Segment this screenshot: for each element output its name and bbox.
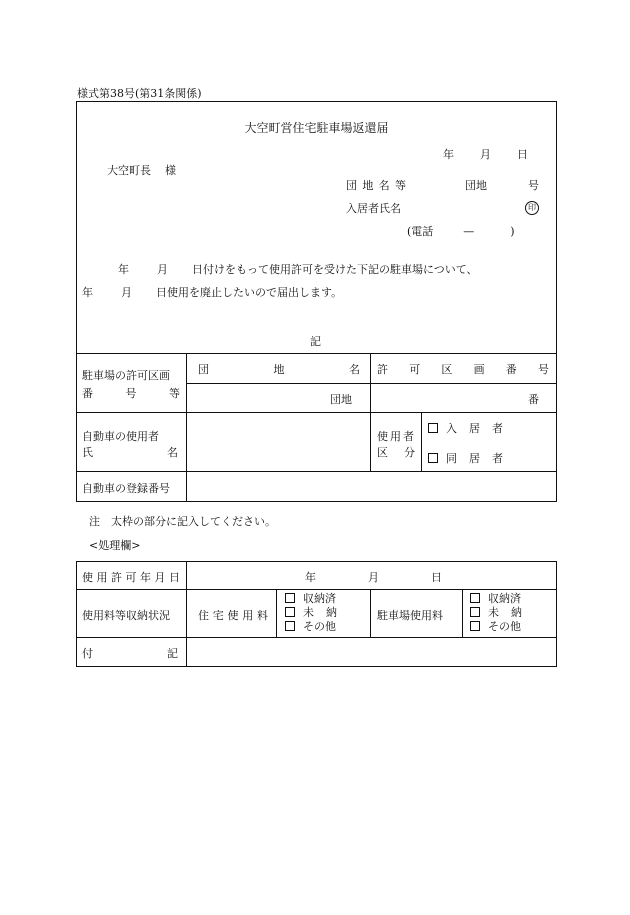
car-user-label-2-text-char: 氏 <box>82 446 93 459</box>
remarks-label-text-char: 記 <box>167 647 178 660</box>
danchi-name-header-text-char: 団 <box>198 363 209 376</box>
danchi-name-header-text-char: 地 <box>273 363 285 376</box>
parking-paid-label: 収納済 <box>488 592 521 605</box>
permit-date-label-text-char: 可 <box>125 571 137 584</box>
parking-unpaid-label: 未納 <box>488 606 534 619</box>
table-rule <box>186 353 187 502</box>
permit-label-2-text-char: 番 <box>82 387 93 400</box>
permit-date-label-text-char: 年 <box>140 571 151 584</box>
housing-unpaid-option[interactable] <box>285 606 349 620</box>
body-line1-month: 月 <box>157 263 168 276</box>
user-type-label-1: 使用者 <box>377 430 416 443</box>
permit-month: 月 <box>368 571 379 584</box>
ki-mark: 記 <box>310 335 321 348</box>
housing-paid-label: 収納済 <box>303 592 336 605</box>
housing-fee-label-text-char: 住 <box>198 609 209 622</box>
housing-fee-label-text-char: 使 <box>227 609 239 622</box>
housing-paid-option[interactable] <box>285 592 349 606</box>
table-rule <box>76 353 557 354</box>
processing-rule <box>76 637 557 638</box>
permit-section-header-text-char: 号 <box>537 363 549 376</box>
body-line1-text: 日付けをもって使用許可を受けた下記の駐車場について、 <box>192 263 478 276</box>
addressee-name: 大空町長 <box>107 164 151 177</box>
parking-paid-checkbox[interactable] <box>470 593 480 603</box>
car-user-label-1: 自動車の使用者 <box>82 430 159 443</box>
permit-section-header-text-char: 可 <box>409 363 421 376</box>
housing-paid-checkbox[interactable] <box>285 593 295 603</box>
housing-unpaid-label: 未納 <box>303 606 349 619</box>
area-name-label-text-char: 等 <box>394 179 406 192</box>
processing-rule <box>462 589 463 637</box>
parking-other-checkbox[interactable] <box>470 621 480 631</box>
permit-date-label-text-char: 使 <box>82 571 93 584</box>
remarks-label <box>82 645 178 661</box>
processing-rule <box>76 589 557 590</box>
resident-name-label: 入居者氏名 <box>346 202 401 215</box>
car-user-label-2 <box>82 444 178 460</box>
permit-label-1: 駐車場の許可区画 <box>82 369 170 382</box>
housing-fee-label-text-char: 料 <box>257 609 268 622</box>
danchi-name-header <box>198 361 360 377</box>
permit-date-label-text-char: 許 <box>111 571 122 584</box>
area-go: 号 <box>528 179 539 192</box>
user-type-label-2-text-char: 区 <box>377 446 388 459</box>
housing-fee-options <box>285 592 349 634</box>
permit-year: 年 <box>305 571 316 584</box>
permit-date-label-text-char: 日 <box>169 571 180 584</box>
processing-rule <box>370 589 371 637</box>
body-line-2 <box>82 284 342 300</box>
table-rule <box>187 383 557 384</box>
parking-paid-option[interactable] <box>470 592 534 606</box>
fee-status-label: 使用料等収納状況 <box>82 609 170 622</box>
parking-other-label: その他 <box>488 620 521 633</box>
parking-unpaid-option[interactable] <box>470 606 534 620</box>
phone-close: ) <box>510 225 515 238</box>
area-name-label-text-char: 名 <box>378 179 390 192</box>
parking-unpaid-checkbox[interactable] <box>470 607 480 617</box>
body-line-1 <box>118 261 478 277</box>
cohabitant-option-label: 同居者 <box>446 452 515 465</box>
processing-label: <処理欄> <box>89 539 141 552</box>
danchi-suffix: 団地 <box>330 393 352 406</box>
body-line1-year: 年 <box>118 263 129 276</box>
resident-checkbox[interactable] <box>428 423 438 433</box>
table-rule <box>421 412 422 471</box>
user-type-label-2-text-char: 分 <box>404 446 415 459</box>
user-type-option-cohabitant[interactable] <box>428 450 515 466</box>
area-name-label-text-char: 地 <box>362 179 374 192</box>
seal-text: 印 <box>525 201 539 215</box>
seal-mark <box>525 200 539 215</box>
date-month: 月 <box>480 148 491 161</box>
housing-other-checkbox[interactable] <box>285 621 295 631</box>
housing-fee-label <box>198 607 268 623</box>
form-title: 大空町営住宅駐車場返還届 <box>244 121 389 135</box>
permit-day: 日 <box>431 571 442 584</box>
permit-date-label-text-char: 月 <box>154 571 166 584</box>
table-rule <box>76 471 557 472</box>
housing-fee-label-text-char: 宅 <box>212 609 224 622</box>
ban-suffix: 番 <box>528 393 539 406</box>
parking-fee-options <box>470 592 534 634</box>
body-line2-text: 日使用を廃止したいので届出します。 <box>156 286 343 299</box>
user-type-label-2 <box>377 444 415 460</box>
processing-rule <box>276 589 277 637</box>
addressee <box>107 162 176 178</box>
user-type-option-resident[interactable] <box>428 420 515 436</box>
parking-other-option[interactable] <box>470 620 534 634</box>
cohabitant-checkbox[interactable] <box>428 453 438 463</box>
permit-label-2-text-char: 号 <box>125 387 137 400</box>
table-rule <box>370 353 371 471</box>
addressee-honorific: 様 <box>165 164 176 177</box>
area-danchi: 団地 <box>465 179 487 192</box>
permit-date-label <box>82 569 180 585</box>
area-name-label <box>346 177 406 193</box>
remarks-label-text-char: 付 <box>82 647 93 660</box>
table-rule <box>76 412 557 413</box>
danchi-name-header-text-char: 名 <box>349 363 360 376</box>
body-line2-year: 年 <box>82 286 93 299</box>
submission-date <box>443 146 528 162</box>
permit-date-label-text-char: 用 <box>96 571 108 584</box>
area-name-label-text-char: 団 <box>346 179 357 192</box>
permit-section-header-text-char: 区 <box>441 363 453 376</box>
car-user-label-2-text-char: 名 <box>167 446 178 459</box>
phone <box>407 223 515 239</box>
processing-rule <box>186 561 187 667</box>
date-year: 年 <box>443 148 454 161</box>
permit-section-header-text-char: 許 <box>377 363 388 376</box>
housing-other-option[interactable] <box>285 620 349 634</box>
resident-option-label: 入居者 <box>446 422 515 435</box>
housing-fee-label-text-char: 用 <box>242 609 254 622</box>
permit-label-2-text-char: 等 <box>169 387 180 400</box>
phone-dash: — <box>463 225 475 238</box>
form-number: 様式第38号(第31条関係) <box>77 87 202 100</box>
reg-number-label: 自動車の登録番号 <box>82 482 170 495</box>
phone-open: (電話 <box>407 225 434 238</box>
housing-other-label: その他 <box>303 620 336 633</box>
permit-label-2 <box>82 385 180 401</box>
date-day: 日 <box>517 148 528 161</box>
permit-section-header <box>377 361 549 377</box>
permit-date-value <box>305 569 442 585</box>
body-line2-month: 月 <box>121 286 132 299</box>
permit-section-header-text-char: 番 <box>505 363 517 376</box>
housing-unpaid-checkbox[interactable] <box>285 607 295 617</box>
parking-fee-label: 駐車場使用料 <box>377 609 443 622</box>
permit-section-header-text-char: 画 <box>473 363 485 376</box>
note: 注 太枠の部分に記入してください。 <box>89 515 276 528</box>
